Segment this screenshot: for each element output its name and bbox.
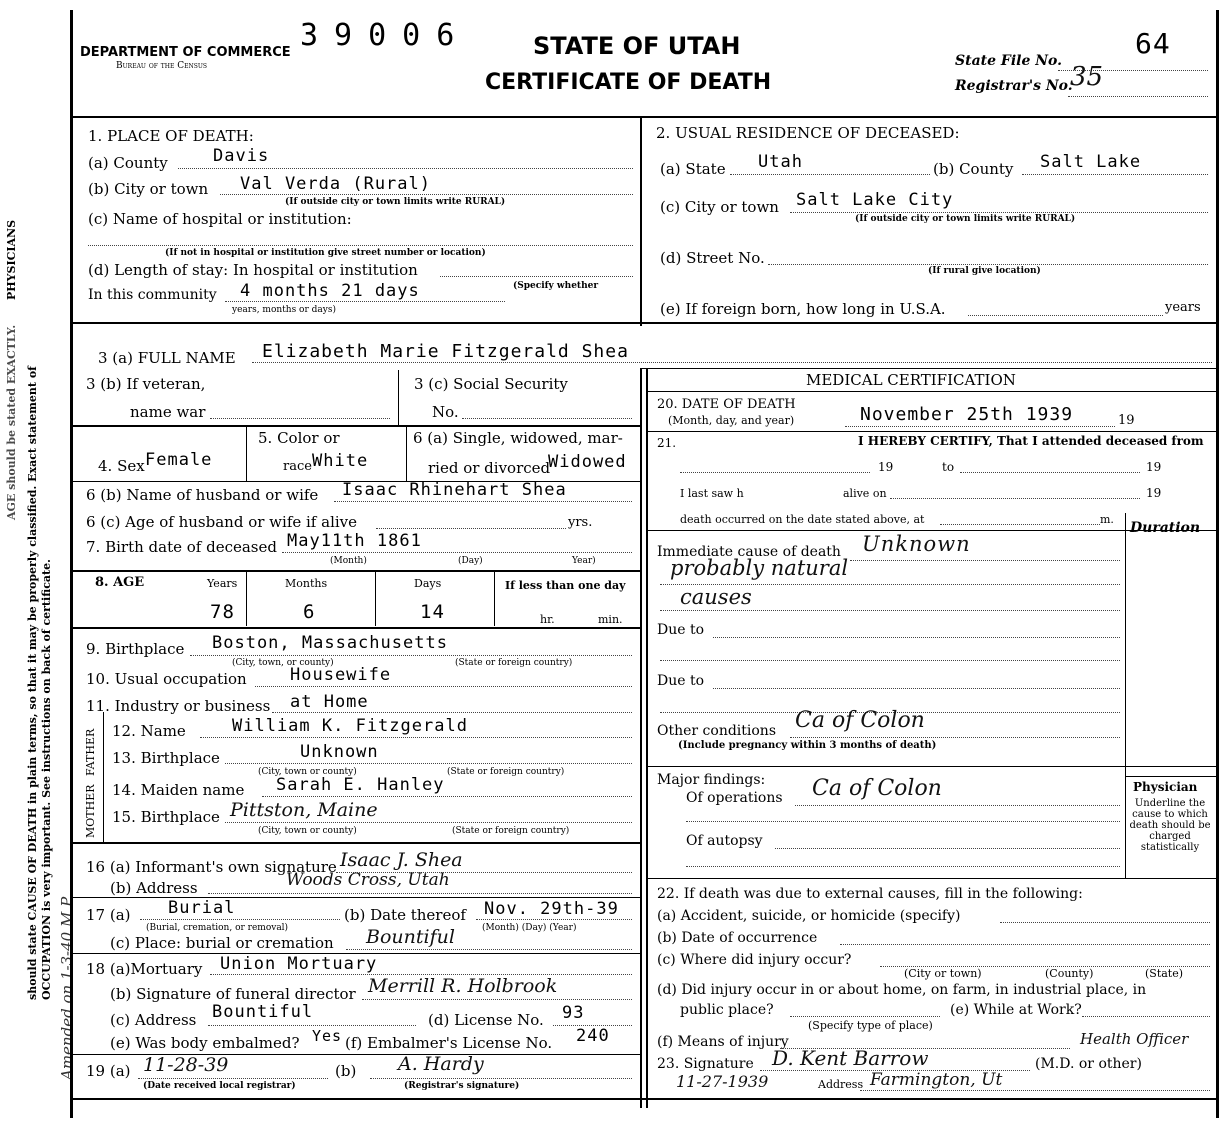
death-city-label: (b) City or town bbox=[88, 180, 209, 198]
death-date-19: 19 bbox=[1118, 413, 1135, 428]
burial-note: (Burial, cremation, or removal) bbox=[146, 923, 289, 933]
informant-addr-label: (b) Address bbox=[110, 879, 198, 897]
birthplace-state-note: (State or foreign country) bbox=[455, 658, 573, 668]
hospital-label: (c) Name of hospital or institution: bbox=[88, 210, 352, 228]
marital-value: Widowed bbox=[548, 452, 627, 472]
physician-sig-date: 11-27-1939 bbox=[676, 1072, 769, 1091]
home-label: (d) Did injury occur in or about home, on farm, in industrial place, in bbox=[657, 982, 1147, 998]
physician-sig-value: D. Kent Barrow bbox=[772, 1046, 929, 1070]
certify-19-b: 19 bbox=[1146, 460, 1162, 474]
min-label: min. bbox=[598, 613, 623, 626]
age-years-value: 78 bbox=[210, 601, 235, 623]
mortuary-value: Union Mortuary bbox=[220, 954, 378, 974]
father-state-note: (State or foreign country) bbox=[447, 767, 565, 777]
other-conditions-label: Other conditions bbox=[657, 723, 777, 739]
spouse-age-label: 6 (c) Age of husband or wife if alive bbox=[86, 513, 358, 531]
res-state-value: Utah bbox=[758, 152, 803, 172]
veteran-label: 3 (b) If veteran, bbox=[86, 375, 206, 393]
race-label: race bbox=[283, 459, 312, 474]
alive-on-label: alive on bbox=[843, 487, 887, 500]
specify-note-2: years, months or days) bbox=[232, 305, 336, 315]
registrar-value: 35 bbox=[1070, 62, 1104, 92]
physician-address-value: Farmington, Ut bbox=[870, 1070, 1003, 1090]
certify-num: 21. bbox=[657, 436, 677, 450]
last-saw-label: I last saw h bbox=[680, 487, 744, 500]
age-label: 8. AGE bbox=[95, 575, 145, 590]
burial-date-value: Nov. 29th-39 bbox=[484, 899, 619, 919]
race-value: White bbox=[312, 451, 369, 471]
where-county-note: (County) bbox=[1045, 967, 1094, 980]
state-file-value: 64 bbox=[1135, 27, 1171, 60]
registrar-b-label: (b) bbox=[335, 1062, 357, 1080]
physician-note: Underline the cause to which death should be charged statistically bbox=[1129, 798, 1211, 853]
work-label: (e) While at Work? bbox=[950, 1002, 1082, 1018]
accident-label: (a) Accident, suicide, or homicide (specify) bbox=[657, 908, 961, 924]
last-saw-19: 19 bbox=[1146, 486, 1162, 500]
marital-label: 6 (a) Single, widowed, mar- bbox=[413, 429, 623, 447]
registrar-date-label: 19 (a) bbox=[86, 1062, 131, 1080]
certify-text: I HEREBY CERTIFY, That I attended deceased from bbox=[858, 434, 1204, 448]
hr-label: hr. bbox=[540, 613, 555, 626]
mother-maiden-label: 14. Maiden name bbox=[112, 781, 245, 799]
frame-left bbox=[70, 10, 73, 1118]
embalmer-value: 240 bbox=[576, 1026, 610, 1046]
immediate-cause-2: probably natural bbox=[670, 556, 849, 580]
means-label: (f) Means of injury bbox=[657, 1034, 789, 1050]
res-state-label: (a) State bbox=[660, 160, 726, 178]
registrar-date-note: (Date received local registrar) bbox=[143, 1081, 296, 1091]
burial-date-note: (Month) (Day) (Year) bbox=[482, 923, 577, 933]
sex-label: 4. Sex bbox=[98, 457, 145, 475]
occurrence-label: (b) Date of occurrence bbox=[657, 930, 818, 946]
registrar-date-value: 11-28-39 bbox=[143, 1054, 229, 1076]
where-label: (c) Where did injury occur? bbox=[657, 952, 852, 968]
birthplace-city-note: (City, town, or county) bbox=[232, 658, 334, 668]
community-label: In this community bbox=[88, 287, 217, 303]
certificate-title: CERTIFICATE OF DEATH bbox=[485, 70, 772, 95]
industry-value: at Home bbox=[290, 692, 369, 712]
age-months-value: 6 bbox=[303, 601, 316, 623]
embalmer-label: (f) Embalmer's License No. bbox=[345, 1034, 553, 1052]
immediate-cause-3: causes bbox=[680, 585, 752, 609]
res-years-label: years bbox=[1165, 300, 1201, 315]
mortuary-address-label: (c) Address bbox=[110, 1011, 197, 1029]
mortuary-label: 18 (a)Mortuary bbox=[86, 960, 203, 978]
father-birthplace-label: 13. Birthplace bbox=[112, 749, 220, 767]
death-date-value: November 25th 1939 bbox=[860, 404, 1074, 425]
color-label: 5. Color or bbox=[258, 429, 340, 447]
burial-date-label: (b) Date thereof bbox=[344, 906, 466, 924]
registrar-sig-value: A. Hardy bbox=[398, 1053, 484, 1075]
sex-value: Female bbox=[145, 450, 213, 470]
father-vertical-label: FATHER bbox=[84, 728, 97, 776]
age-years-label: Years bbox=[207, 577, 238, 590]
father-city-note: (City, town or county) bbox=[258, 767, 357, 777]
margin-instruction-1: should state CAUSE OF DEATH in plain terms, so that it may be properly classified. Exact statement of bbox=[26, 366, 39, 1000]
res-street-note: (If rural give location) bbox=[928, 266, 1041, 276]
burial-label: 17 (a) bbox=[86, 906, 131, 924]
bureau-title: Bureau of the Census bbox=[116, 61, 208, 71]
physician-sig-label: 23. Signature bbox=[657, 1056, 754, 1072]
occurred-m: m. bbox=[1100, 513, 1114, 526]
birth-month-note: (Month) bbox=[330, 556, 367, 566]
mortuary-address-value: Bountiful bbox=[212, 1002, 314, 1022]
res-street-label: (d) Street No. bbox=[660, 249, 765, 267]
mother-vertical-label: MOTHER bbox=[84, 784, 97, 838]
margin-physicians: PHYSICIANS bbox=[5, 219, 18, 300]
stay-label: (d) Length of stay: In hospital or institution bbox=[88, 261, 418, 279]
license-label: (d) License No. bbox=[428, 1011, 544, 1029]
margin-amendment-scrawl: Amended on 1-3-40 M.P. bbox=[58, 895, 76, 1080]
birth-year-note: Year) bbox=[572, 556, 596, 566]
external-heading: 22. If death was due to external causes, fill in the following: bbox=[657, 886, 1083, 902]
informant-sig-value: Isaac J. Shea bbox=[340, 849, 463, 871]
occupation-value: Housewife bbox=[290, 665, 392, 685]
residence-heading: 2. USUAL RESIDENCE OF DECEASED: bbox=[656, 124, 960, 142]
due-to-1: Due to bbox=[657, 622, 705, 638]
where-state-note: (State) bbox=[1145, 967, 1184, 980]
ss-no-label: No. bbox=[432, 403, 459, 421]
occurred-label: death occurred on the date stated above, at bbox=[680, 513, 925, 526]
serial-number: 39006 bbox=[300, 18, 471, 53]
age-days-value: 14 bbox=[420, 601, 445, 623]
mother-state-note: (State or foreign country) bbox=[452, 826, 570, 836]
mother-birthplace-value: Pittston, Maine bbox=[230, 799, 378, 821]
medical-heading: MEDICAL CERTIFICATION bbox=[806, 371, 1016, 389]
specify-place-note: (Specify type of place) bbox=[808, 1019, 933, 1032]
autopsy-label: Of autopsy bbox=[686, 833, 763, 849]
operations-value: Ca of Colon bbox=[812, 776, 942, 801]
death-city-note: (If outside city or town limits write RURAL) bbox=[285, 197, 506, 207]
place-of-death-heading: 1. PLACE OF DEATH: bbox=[88, 127, 254, 145]
physician-title: Physician bbox=[1133, 780, 1198, 794]
embalmed-value: Yes bbox=[312, 1027, 343, 1045]
other-conditions-note: (Include pregnancy within 3 months of death) bbox=[678, 740, 937, 751]
death-county-label: (a) County bbox=[88, 154, 168, 172]
public-label: public place? bbox=[680, 1002, 774, 1018]
industry-label: 11. Industry or business bbox=[86, 697, 271, 715]
operations-label: Of operations bbox=[686, 790, 783, 806]
certify-to: to bbox=[942, 460, 955, 474]
res-city-value: Salt Lake City bbox=[796, 190, 954, 210]
full-name-label: 3 (a) FULL NAME bbox=[98, 349, 236, 367]
mother-maiden-value: Sarah E. Hanley bbox=[276, 775, 445, 795]
mother-birthplace-label: 15. Birthplace bbox=[112, 808, 220, 826]
father-birthplace-value: Unknown bbox=[300, 742, 379, 762]
state-file-label: State File No. bbox=[955, 53, 1063, 69]
embalmed-label: (e) Was body embalmed? bbox=[110, 1034, 300, 1052]
frame-right bbox=[1216, 10, 1219, 1118]
death-date-label: 20. DATE OF DEATH bbox=[657, 397, 796, 412]
center-divider bbox=[640, 368, 642, 1108]
specify-note: (Specify whether bbox=[513, 281, 599, 291]
informant-sig-label: 16 (a) Informant's own signature bbox=[86, 858, 337, 876]
physician-address-label: Address bbox=[818, 1078, 864, 1091]
age-days-label: Days bbox=[414, 577, 442, 590]
burial-place-label: (c) Place: burial or cremation bbox=[110, 934, 334, 952]
informant-addr-value: Woods Cross, Utah bbox=[286, 870, 450, 890]
margin-instruction-2: OCCUPATION is very important. See instructions on back of certificate. bbox=[40, 559, 53, 1000]
age-less-label: If less than one day bbox=[505, 579, 626, 592]
registrar-sig-note: (Registrar's signature) bbox=[404, 1081, 520, 1091]
yrs-label: yrs. bbox=[568, 515, 593, 530]
major-findings-label: Major findings: bbox=[657, 772, 766, 788]
death-county-value: Davis bbox=[213, 146, 270, 166]
spouse-value: Isaac Rhinehart Shea bbox=[342, 480, 567, 500]
header-divider bbox=[70, 116, 1218, 118]
age-months-label: Months bbox=[285, 577, 328, 590]
father-name-label: 12. Name bbox=[112, 722, 186, 740]
res-city-label: (c) City or town bbox=[660, 198, 779, 216]
margin-age-exactly: AGE should be stated EXACTLY. bbox=[5, 324, 18, 520]
father-name-value: William K. Fitzgerald bbox=[232, 716, 468, 736]
immediate-cause-1: Unknown bbox=[862, 532, 971, 556]
burial-value: Burial bbox=[168, 898, 236, 918]
war-label: name war bbox=[130, 403, 206, 421]
res-foreign-label: (e) If foreign born, how long in U.S.A. bbox=[660, 300, 946, 318]
certify-19-a: 19 bbox=[878, 460, 894, 474]
duration-heading: Duration bbox=[1130, 520, 1201, 536]
death-date-sub: (Month, day, and year) bbox=[668, 414, 795, 427]
marital-label-2: ried or divorced bbox=[428, 459, 551, 477]
birthplace-value: Boston, Massachusetts bbox=[212, 633, 448, 653]
spouse-label: 6 (b) Name of husband or wife bbox=[86, 486, 319, 504]
res-county-value: Salt Lake bbox=[1040, 152, 1142, 172]
full-name-value: Elizabeth Marie Fitzgerald Shea bbox=[262, 341, 629, 362]
section-1-2-divider bbox=[640, 116, 642, 326]
funeral-director-label: (b) Signature of funeral director bbox=[110, 985, 356, 1003]
md-label: (M.D. or other) bbox=[1035, 1056, 1142, 1072]
birth-date-label: 7. Birth date of deceased bbox=[86, 538, 277, 556]
funeral-director-value: Merrill R. Holbrook bbox=[368, 975, 558, 997]
health-officer-scrawl: Health Officer bbox=[1080, 1030, 1189, 1048]
state-title: STATE OF UTAH bbox=[533, 32, 741, 60]
occupation-label: 10. Usual occupation bbox=[86, 670, 247, 688]
birthplace-label: 9. Birthplace bbox=[86, 640, 185, 658]
birth-date-value: May11th 1861 bbox=[287, 531, 422, 551]
community-value: 4 months 21 days bbox=[240, 281, 420, 301]
ss-label: 3 (c) Social Security bbox=[414, 375, 568, 393]
where-city-note: (City or town) bbox=[904, 967, 982, 980]
department-title: DEPARTMENT OF COMMERCE bbox=[80, 45, 291, 60]
immediate-cause-label: Immediate cause of death bbox=[657, 544, 841, 560]
burial-place-value: Bountiful bbox=[366, 926, 455, 948]
birth-day-note: (Day) bbox=[458, 556, 483, 566]
section-top-divider bbox=[70, 322, 1218, 324]
res-city-note: (If outside city or town limits write RURAL) bbox=[855, 214, 1076, 224]
registrar-label: Registrar's No. bbox=[955, 78, 1073, 94]
res-county-label: (b) County bbox=[933, 160, 1014, 178]
mother-city-note: (City, town or county) bbox=[258, 826, 357, 836]
hospital-note: (If not in hospital or institution give street number or location) bbox=[165, 248, 486, 258]
due-to-2: Due to bbox=[657, 673, 705, 689]
license-value: 93 bbox=[562, 1003, 585, 1023]
other-conditions-value: Ca of Colon bbox=[795, 708, 925, 733]
death-city-value: Val Verda (Rural) bbox=[240, 174, 431, 194]
